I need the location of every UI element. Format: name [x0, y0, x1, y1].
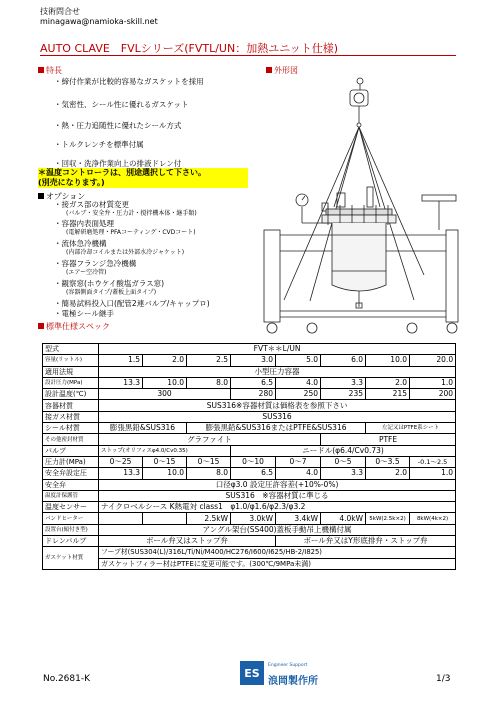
cell: 6.5 — [231, 468, 276, 479]
cell: 0～25 — [99, 456, 143, 467]
cell: 0～15 — [187, 456, 231, 467]
table-row — [43, 344, 456, 355]
row-label: バンドヒーター — [43, 513, 99, 524]
row-label: 設計圧力(MPa) — [43, 377, 99, 388]
table-row — [43, 536, 456, 547]
cell: 20.0 — [410, 355, 456, 366]
cell: 2.0 — [143, 355, 187, 366]
cell: 200 — [410, 389, 456, 400]
cell: 3.3 — [321, 377, 366, 388]
contact-email[interactable]: minagawa@namioka-skill.net — [40, 17, 158, 26]
row-label: 温度計保護管 — [43, 490, 99, 501]
cell — [143, 513, 187, 524]
cell: 280 — [231, 389, 276, 400]
cell: 215 — [366, 389, 410, 400]
feature-item: ・気密性、シール性に優れるガスケット — [54, 100, 189, 109]
option-detail: (内部冷却コイルまたは外部水冷ジャケット) — [66, 249, 185, 256]
table-row — [43, 479, 456, 490]
cell: 2.0 — [366, 377, 410, 388]
cell: グラファイト — [99, 434, 321, 445]
table-row — [43, 468, 456, 479]
feature-item: ・回収・洗浄作業向上の排液ドレン付 — [54, 159, 182, 168]
cell: 3.0kW — [231, 513, 276, 524]
row-label: その他密封材質 — [43, 434, 99, 445]
cell: 1.5 — [99, 355, 143, 366]
square-bullet-icon — [38, 67, 44, 73]
autoclave-outline-drawing — [262, 75, 462, 337]
row-label: 温度センサー — [43, 502, 99, 513]
cell: アングル架台(SS400)蓋板手動吊上機構付属 — [99, 524, 456, 535]
svg-text:ES: ES — [244, 667, 260, 680]
cell: 左記又はPTFE系シート — [366, 423, 456, 434]
option-item: ・簡易試料投入口(配管2連バルブ/キャップロ) — [54, 299, 210, 308]
option-item: ・流体急冷機構 — [54, 239, 107, 248]
spec-heading: 標準仕様スペック — [38, 321, 110, 332]
row-label: 安全弁 — [43, 479, 99, 490]
cell: PTFE — [321, 434, 456, 445]
option-item: ・容器フランジ急冷機構 — [54, 259, 137, 268]
contact-label: 技術問合せ — [40, 7, 80, 16]
cell — [99, 513, 143, 524]
cell: 0～7 — [276, 456, 321, 467]
row-label: 容量(リットル) — [43, 355, 99, 366]
cell: 1.0 — [410, 377, 456, 388]
cell: -0.1～2.5 — [410, 456, 456, 467]
cell: 2.5kW — [187, 513, 231, 524]
cell: 3.0 — [231, 355, 276, 366]
cell: 10.0 — [143, 377, 187, 388]
cell: 0～15 — [143, 456, 187, 467]
feature-item: ・締付作業が比較的容易なガスケットを採用 — [54, 77, 204, 86]
table-row — [43, 456, 456, 467]
cell: 4.0kW — [321, 513, 366, 524]
row-label: ガスケット材質 — [43, 547, 99, 570]
option-detail: (電解研磨処理・PFAコーティング・CVDコート) — [66, 229, 196, 236]
controller-note: ＊温度コントローラは、別途選択して下さい。 (別売になります。) — [38, 168, 248, 188]
cell: 300 — [99, 389, 231, 400]
cell: 1.0 — [410, 468, 456, 479]
cell: フープ材(SUS304(L)/316L/Ti/Ni/M400/HC276/I600/I625/HB-2/I825) — [99, 547, 456, 558]
figure-heading: 外形図 — [266, 65, 298, 76]
cell: 0～3.5 — [366, 456, 410, 467]
table-row — [43, 434, 456, 445]
option-detail: (エアー空冷管) — [66, 269, 107, 276]
cell: 13.3 — [99, 377, 143, 388]
row-label: 設置台(傾付き型) — [43, 524, 99, 535]
table-row — [43, 502, 456, 513]
cell: ボール弁又はY形底排弁・ストップ弁 — [276, 536, 456, 547]
row-label: 圧力計(MPa) — [43, 456, 99, 467]
cell: 8.0 — [187, 468, 231, 479]
feature-item: ・トルクレンチを標準付属 — [54, 140, 144, 149]
table-row — [43, 377, 456, 388]
cell: 10.0 — [143, 468, 187, 479]
cell: 235 — [321, 389, 366, 400]
row-label: 設計温度(℃) — [43, 389, 99, 400]
cell: 0～5 — [321, 456, 366, 467]
cell: 3.4kW — [276, 513, 321, 524]
company-name: 浪岡製作所 — [268, 676, 318, 687]
option-item: ・接ガス部の材質変更 — [54, 200, 129, 209]
cell: 口径φ3.0 設定圧許容差(+10%-0%) — [99, 479, 456, 490]
row-label: 安全弁設定圧 — [43, 468, 99, 479]
square-bullet-icon — [38, 323, 44, 329]
table-row — [43, 547, 456, 558]
cell: ストップ(オリフィスφ4.0/Cv0.35) — [99, 445, 231, 456]
table-row — [43, 355, 456, 366]
table-row — [43, 366, 456, 377]
table-row — [43, 389, 456, 400]
table-row — [43, 400, 456, 411]
title-underline — [40, 55, 456, 56]
cell: 5kW(2.5k×2) — [366, 513, 410, 524]
cell: 0～10 — [231, 456, 276, 467]
options-heading: オプション — [38, 191, 85, 202]
cell: 4.0 — [276, 468, 321, 479]
cell: 13.3 — [99, 468, 143, 479]
page-title: AUTO CLAVE FVLシリーズ(FVTL/UN：加熱ユニット仕様) — [40, 42, 339, 55]
cell: 3.3 — [321, 468, 366, 479]
table-row — [43, 411, 456, 422]
cell: 小型圧力容器 — [99, 366, 456, 377]
cell: FVT＊＊L/UN — [99, 344, 456, 355]
company-logo-icon — [240, 661, 264, 685]
page-number: 1/3 — [436, 674, 451, 684]
cell: SUS316※容器材質は価格表を参照下さい — [99, 400, 456, 411]
table-row — [43, 524, 456, 535]
cell: SUS316 ※容器材質に準じる — [99, 490, 456, 501]
feature-item: ・熱・圧力追随性に優れたシール方式 — [54, 121, 182, 130]
cell: ガスケットフィラー材はPTFEに変更可能です。(300℃/9MPa未満) — [99, 558, 456, 569]
square-bullet-icon — [266, 67, 272, 73]
cell: ナイクロベルシース K熱電対 class1 φ1.0/φ1.6/φ2.3/φ3.2 — [99, 502, 456, 513]
cell: 膨張黒鉛&SUS316またはPTFE&SUS316 — [187, 423, 366, 434]
table-row — [43, 513, 456, 524]
cell: ニードル(φ6.4/Cv0.73) — [231, 445, 456, 456]
option-detail: (容器側面タイプ/蓋板上面タイプ) — [66, 289, 157, 296]
cell: 250 — [276, 389, 321, 400]
cell: 4.0 — [276, 377, 321, 388]
features-heading: 特長 — [38, 65, 62, 76]
option-item: ・容器内表面処理 — [54, 219, 114, 228]
cell: 6.5 — [231, 377, 276, 388]
cell: 10.0 — [366, 355, 410, 366]
contact-block — [40, 7, 158, 27]
row-label: ドレンバルブ — [43, 536, 99, 547]
cell: ボール弁又はストップ弁 — [99, 536, 276, 547]
table-row — [43, 558, 456, 569]
table-row — [43, 445, 456, 456]
cell: 膨張黒鉛&SUS316 — [99, 423, 187, 434]
row-label: 接ガス材質 — [43, 411, 99, 422]
row-label: シール材質 — [43, 423, 99, 434]
cell: 2.5 — [187, 355, 231, 366]
cell: 5.0 — [276, 355, 321, 366]
square-bullet-icon — [38, 193, 44, 199]
table-row — [43, 490, 456, 501]
option-item: ・電極シール継手 — [54, 309, 114, 318]
table-row — [43, 423, 456, 434]
document-number: No.2681-K — [43, 674, 90, 684]
logo-tagline: Engineer Support — [268, 663, 308, 668]
spec-table — [42, 343, 456, 570]
cell: 8kW(4k×2) — [410, 513, 456, 524]
row-label: 適用法規 — [43, 366, 99, 377]
cell: 8.0 — [187, 377, 231, 388]
row-label: 容器材質 — [43, 400, 99, 411]
option-item: ・観察窓(ホウケイ酸塩ガラス窓) — [54, 279, 165, 288]
row-label: 型式 — [43, 344, 99, 355]
cell: 2.0 — [366, 468, 410, 479]
option-detail: (バルブ・安全弁・圧力計・撹拌機本体・継手類) — [66, 210, 197, 217]
cell: SUS316 — [99, 411, 456, 422]
cell: 6.0 — [321, 355, 366, 366]
row-label: バルブ — [43, 445, 99, 456]
